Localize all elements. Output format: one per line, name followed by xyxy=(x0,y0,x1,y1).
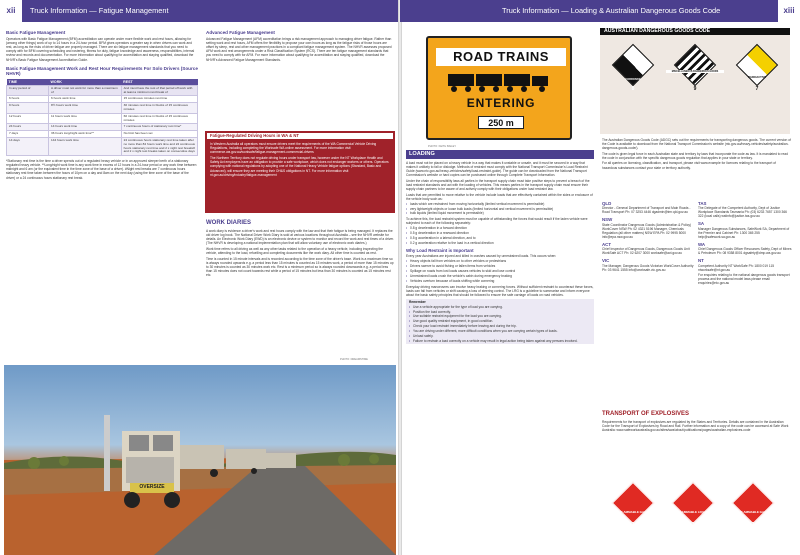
why-restraint-list xyxy=(406,259,594,283)
table-row xyxy=(7,96,198,103)
list-item: • Vehicles overturn because of loads shifting while cornering xyxy=(406,279,594,283)
bfm-col-rest: REST xyxy=(121,79,197,86)
list-item: • Failure to restrain a load correctly on a vehicle may result in legal action being taken against any persons involved. xyxy=(409,339,591,343)
why-restraint-heading: Why Load Restraint is Important xyxy=(406,247,474,253)
explosives-text: Requirements for the transport of explosives are regulated by the States and Territories. Details are contained in the Australian Code for the Transport of Explosives by Road and Rail. Further information and a copy of the code can be accessed at Safe Work Australia: www.safeworkaustralia.gov.au/sites/swa/about/publications/pages/australian-explosives-code xyxy=(602,420,789,433)
table-cell: A driver must not work for more than a maximum of xyxy=(49,85,122,96)
list-item: • Unload safely. xyxy=(409,334,591,338)
explosives-section xyxy=(602,408,792,432)
table-cell: 9 hours xyxy=(7,103,49,114)
loading-text-3: Loads that are permitted to move relative to the vehicle include loads that are effectively contained within the sides or enclosure of the vehicle body such as: xyxy=(406,192,593,201)
list-item: • 0.2 g acceleration relative to the load in a vertical direction xyxy=(406,241,594,245)
table-row xyxy=(7,138,198,156)
work-diaries-text-1: A work diary is evidence a driver's work and rest hours comply with the law and that their fatigue is being managed. It replaces the old driver log book. The National Driver Work Diary is sold at various locations throughout Australia – see the NHVR website for details. An Electronic Work Diary (EWD) is an electronic device or system to monitor and record the work and rest times of a driver. (The NHVR is developing a national implementation plan that will allow voluntary use of electronic work diaries.) xyxy=(206,229,394,246)
adgc-text-1: The Australian Dangerous Goods Code (ADGC) sets out the requirements for transporting dangerous goods. The current version of the Code is available to download from the National Transport Commission's website (ntc.gov.au/heavy-vehicles/safety/australian-dangerous-goods-code/). xyxy=(602,138,791,151)
list-item: • Unrestrained loads crush the vehicle's cabin during emergency braking xyxy=(406,274,594,278)
authority-state: WA xyxy=(698,241,706,247)
list-item: • You are driving under different, more difficult conditions when you are carrying certain types of loads. xyxy=(409,329,591,333)
authority-state: NSW xyxy=(602,217,613,223)
authority-details: Chief Inspector of Dangerous Goods, Dangerous Goods Unit WorkSafe ACT Ph: 02 6207 3000 worksafe@act.gov.au xyxy=(602,247,690,256)
table-cell: 6 hours xyxy=(7,96,49,103)
authority-details: The Delegate of the Competent Authority, Dept of Justice Workplace Standards Tasmania Ph: (03) 6233 7657 1300 366 322 (local calls) wstinfo@justice.tas.gov.au xyxy=(698,206,787,219)
road-train-sign xyxy=(426,36,572,140)
miscellaneous-label: MISCELLANEOUS DANGEROUS GOODS xyxy=(666,70,724,73)
authority-state: SA xyxy=(698,221,705,227)
sign-line-1: ROAD TRAINS xyxy=(436,48,566,66)
list-item: • bulk liquids (limited liquid movement is permissible) xyxy=(406,211,594,215)
table-cell: 8½ hours work time xyxy=(49,103,122,114)
list-item: • very lightweight objects or loose bulk loads (limited horizontal and vertical movement is permissible) xyxy=(406,207,594,211)
advanced-fatigue-text: Advanced Fatigue Management (AFM) accreditation brings a risk management approach to managing driver fatigue. Rather than setting work and rest hours, AFM offers the flexibility to propose your own hours as long as the fatigue risks of those hours are offset by sleep, rest and other management practices in a compliant fatigue management system. The NHVR assesses proposed AFM work and rest arrangements under a Risk Classification System (RCS). There are ten fatigue management standards that you need to comply with for AFM. For more information about qualifying for accreditation and staying qualified, download the NHVR's Advanced Fatigue Management Standards. xyxy=(206,37,392,62)
wa-nt-callout-text-2: The Northern Territory does not regulate driving hours under transport law, however under the NT Workplace Health and Safety Act employers have an obligation to provide a safe workplace, which does not endanger workers or others. Operators complying with national regulations by adopting one of the National Heavy Vehicle fatigue options (Standard, Basic and Advanced), will ensure they are meeting their OH&S obligations in NT. For more information visit nt.gov.au/driving/industry/fatigue-management xyxy=(210,156,389,177)
authority-details: Manager Dangerous Substances, SafeWork SA, Department of the Premier and Cabinet Ph: 1300 365 255 help@safework.sa.gov.au xyxy=(698,226,790,239)
work-diaries-text-2: Work time refers to all driving as well as any other tasks related to the operation of a heavy vehicle, including inspecting the vehicle, attending to the load, refuelling and completing documents like the work diary. All other time is counted as rest. xyxy=(206,246,383,255)
list-item: • 0.5 g acceleration in a lateral direction, and to xyxy=(406,236,594,240)
authorities-right xyxy=(698,198,792,286)
flammable-gas-label: FLAMMABLE GAS xyxy=(619,510,647,514)
bfm-table xyxy=(6,79,198,156)
adgc-text-3: For all queries on licensing, classification, and transport, please visit www.example for licences relating to the transport of hazardous substances contact your state or territory authority. xyxy=(602,161,776,170)
remember-heading: Remember xyxy=(409,299,426,304)
bfm-footnotes: *Stationary rest time is the time a driver spends out of a regulated heavy vehicle or in an approved sleeper berth of a stationary regulated heavy vehicle. **Long/night work time is any work time in excess of 12 hours in a 24-hour period or any work time between midnight and 6 am (or the equivalent time in the time zone of the base of a driver). #Night rest breaks are 7 continuous hours stationary rest time taken between the hours of 10pm on a day and 8am on the next day (using the time zone of the base of the driver) or a 24 continuous hours stationary rest break. xyxy=(6,159,197,180)
corrosive-number: 8 xyxy=(631,86,635,92)
authority-state: TAS xyxy=(698,201,707,206)
list-item: • 0.5 g deceleration in a rearward direction xyxy=(406,231,594,235)
authority-details: Director - General Department of Transport and Main Roads - Road Transport Ph: 07 3253 4446 dgadmin@tmr.qld.gov.au xyxy=(602,206,691,215)
authority-state: ACT xyxy=(602,241,612,247)
list-item: • Drivers swerve to avoid fishing or fallen items from vehicles xyxy=(406,264,594,268)
adgc-heading: AUSTRALIAN DANGEROUS GOODS CODE xyxy=(600,28,790,35)
left-header-title: Truck Information — Fatigue Management xyxy=(30,6,169,15)
flammable-gas-number: 2 xyxy=(631,522,635,528)
list-item: • Use a vehicle appropriate for the type of load you are carrying. xyxy=(409,305,591,309)
table-row xyxy=(7,131,198,138)
radioactive-number: 7 xyxy=(755,86,759,92)
advanced-fatigue-heading: Advanced Fatigue Management xyxy=(206,30,275,35)
list-item: • Position the load correctly. xyxy=(409,310,591,314)
table-cell: And must have the rest of that period off work with at least a minimum rest break of xyxy=(121,85,197,96)
loading-text-2: Under the chain of responsibility laws all parties in the transport supply chain must take positive steps to prevent a breach of the load restraint standards and act with the loading of vehicles. This means parties in the transport supply chain must ensure their supply chain partners to be aware of and actively comply with their obligations under load restraint law. xyxy=(406,178,590,192)
list-item: • Heavy objects fall from vehicles on to other vehicles or pedestrians xyxy=(406,259,594,263)
sign-credit: PHOTO: KEITH BAILEY xyxy=(428,145,457,148)
flammable-gas-diamond-2-icon xyxy=(732,482,774,524)
table-row xyxy=(7,103,198,114)
loading-bullet-list xyxy=(406,202,594,216)
explosives-heading: TRANSPORT OF EXPLOSIVES xyxy=(602,411,690,417)
authority-details: Chief Dangerous Goods Officer Resources Safety, Dept of Mines & Petroleum Ph: 08 9358 8001 dgsafety@dmp.wa.gov.au xyxy=(698,247,792,256)
list-item: • Check your load restraint immediately before leaving and during the trip. xyxy=(409,324,591,328)
authority-details: The Manager, Dangerous Goods Victorian WorkCover Authority Ph: 03 9641 1555 info@worksafe.vic.gov.au xyxy=(602,263,694,272)
table-cell: 7 continuous hours of stationary rest time* xyxy=(121,124,197,131)
bfm-col-work: WORK xyxy=(49,79,122,86)
authority-details: Competent Authority NT WorkSafe Ph: 1800 019 115 ntworksafe@nt.gov.au xyxy=(698,263,775,272)
left-column xyxy=(6,28,198,180)
road-train-photo xyxy=(4,365,396,555)
table-cell: 30 minutes rest time in blocks of 15 continuous minutes xyxy=(121,103,197,114)
list-item: • Use suitable restraint equipment for the load you are carrying. xyxy=(409,314,591,318)
bfm-subheader-row xyxy=(7,85,198,96)
why-restraint-text: Every year Australians are injured and killed in crashes caused by unrestrained loads. This occurs when: xyxy=(406,254,557,259)
flammable-liquid-diamond-icon xyxy=(672,482,714,524)
table-cell: 7 days xyxy=(7,131,49,138)
table-cell: 14 hours work time xyxy=(49,124,122,131)
table-row xyxy=(7,113,198,124)
loading-heading: LOADING xyxy=(406,150,594,159)
miscellaneous-diamond-icon xyxy=(674,44,716,86)
basic-fatigue-heading: Basic Fatigue Management xyxy=(6,30,66,35)
authority-state: NT xyxy=(698,258,704,264)
flammable-gas-number-2: 2 xyxy=(751,522,755,528)
table-cell: In any period of xyxy=(7,85,49,96)
authority-state: QLD xyxy=(602,201,612,206)
authority-state: VIC xyxy=(602,258,610,264)
wa-nt-callout-text-1: In Western Australia all operators must ensure drivers meet the requirements of the WA Commercial Vehicle Driving Regulations, including completing the Worksafe WA online assessment. For more information visit commerce.wa.gov.au/worksafe/fatigue-management-commercial-drivers xyxy=(210,142,377,155)
loading-section xyxy=(406,150,594,344)
list-item: • 0.8 g deceleration in a forward direction xyxy=(406,226,594,230)
list-item: • Use good quality restraint equipment, in good condition. xyxy=(409,319,591,323)
left-header xyxy=(0,0,400,22)
loading-text-4: To achieve this, the load restraint system must be capable of withstanding the forces that would result if the laden vehicle were subjected to each of the following separately: xyxy=(406,217,588,226)
oversize-plate: OVERSIZE xyxy=(139,484,165,490)
table-cell: 60 minutes rest time in blocks of 15 continuous minutes xyxy=(121,113,197,124)
table-cell: 24 continuous hours stationary rest time taken after no more than 84 hours work time and 24 continuous hours stationary rest time and 2 x night rest breaks# and 2 x night rest breaks taken on consecutive days xyxy=(121,138,197,156)
advanced-fatigue-section xyxy=(206,28,394,62)
table-cell: 144 hours work time xyxy=(49,138,122,156)
authority-details: State Coordinator Dangerous Goods (Administration & Policy) WorkCover NSW Ph: 02 4321 5196 Manager, Chemicals Regulation (all other matters) NSW EPA Ph: 02 9995 5000 info@epa.nsw.gov.au xyxy=(602,222,692,239)
photo-credit: PHOTO: DREAMSTIME xyxy=(340,358,368,361)
list-item: • loads which are restrained from moving horizontally (limited vertical movement is permissible) xyxy=(406,202,594,206)
remember-box xyxy=(406,299,594,344)
table-cell: 24 hours xyxy=(7,124,49,131)
work-diaries-section xyxy=(206,217,394,277)
table-cell: 14 days xyxy=(7,138,49,156)
adgc-box xyxy=(600,28,790,134)
loading-text-1: A load must not be placed on a heavy vehicle in a way that makes it unstable or unsafe, and it must be secured in a way that makes it unlikely to fall or dislodge. Methods of restraint must comply with the National Transport Commission's Load Restraint Guide (www.ntc.gov.au/heavy-vehicles/safety/load-restraint-guide). The guide can be downloaded from the National Transport Commission's website or hard copies can be purchased online through Complete Transport Information. xyxy=(406,161,588,178)
flammable-liquid-label: FLAMMABLE LIQUID xyxy=(678,510,708,514)
sign-distance: 250 m xyxy=(478,116,524,129)
authorities-left xyxy=(602,198,694,272)
table-row xyxy=(7,124,198,131)
right-header-title: Truck Information — Loading & Australian Dangerous Goods Code xyxy=(502,6,721,15)
road-train-illustration xyxy=(4,365,396,555)
table-cell: 6 hours work time xyxy=(49,96,122,103)
radioactive-diamond-icon xyxy=(736,44,778,86)
right-header xyxy=(400,0,800,22)
remember-list xyxy=(409,305,591,343)
work-diaries-heading: WORK DIARIES xyxy=(206,220,251,226)
wa-nt-callout xyxy=(205,131,395,213)
table-cell: 12 hours xyxy=(7,113,49,124)
table-cell: 11 hours work time xyxy=(49,113,122,124)
table-cell: No limit has been set xyxy=(121,131,197,138)
flammable-gas-label-2: FLAMMABLE GAS xyxy=(739,510,767,514)
flammable-liquid-number: 3 xyxy=(691,522,695,528)
basic-fatigue-text: Operators with Basic Fatigue Management (BFM) accreditation can operate under more flexible work and rest hours, allowing for (among other things) work of up to 14 hours in a 24-hour period. BFM gives operators a greater say in when drivers can work and rest, as long as the risks of driver fatigue are properly managed. There are six fatigue management standards that you need to comply with for BFM covering scheduling and rostering, fitness for duty, fatigue knowledge and awareness, responsibilities, internal review and records and documentation. For more information about qualifying for accreditation and staying qualified, download the NHVR's Basic Fatigue Management Accreditation Guide. xyxy=(6,37,195,62)
radioactive-label: RADIOACTIVE xyxy=(748,76,766,79)
sign-line-2: ENTERING xyxy=(466,96,536,110)
work-diaries-text-3: Time is counted in 15 minute intervals and is recorded according to the time zone of the driver's base. Work is a maximum time so is always rounded upwards e.g. a period less than 15 minutes is counted as 15 minutes work, a period of more than 15 minutes up to 30 minutes is counted as 30 minutes work etc. Rest is a minimum period so is always rounded downwards e.g. a period less than 15 minutes does not count towards rest while a period of 15 minutes but less than 30 minutes is counted as 15 minutes rest etc. xyxy=(206,256,394,277)
why-restraint-text-2: Everyday driving manoeuvres can involve heavy braking or cornering forces. Without sufficient restraint to counteract these forces, loads can fall from vehicles or shift causing a loss of steering control. The LRG is a guideline to summarise and inform everyone about the basic safety principles that should be followed to ensure the safe carriage of loads on road vehicles. xyxy=(406,284,594,297)
corrosive-label: CORROSIVE xyxy=(625,78,641,81)
miscellaneous-number: 9 xyxy=(693,86,697,92)
table-cell: 15 continuous minutes rest time xyxy=(121,96,197,103)
flammable-gas-diamond-icon xyxy=(612,482,654,524)
adgc-section xyxy=(602,138,792,170)
list-item: • Spillage on roads from lost loads causes vehicles to skid and lose control xyxy=(406,269,594,273)
right-page-number: xiii xyxy=(778,0,800,22)
bfm-col-time: TIME xyxy=(7,79,49,86)
adgc-text-2: The code is given legal force in each Australian state and territory by laws that incorporate the code as law. It is mandated to read the code in conjunction with the specific dangerous goods regulation that applies in your state or territory. xyxy=(602,151,788,160)
bfm-table-heading: Basic Fatigue Management Work and Rest Hour Requirements For Solo Drivers (Source NHVR) xyxy=(6,65,198,77)
forces-list xyxy=(406,226,594,245)
road-train-pictogram xyxy=(428,66,570,96)
wa-nt-callout-title: Fatigue-Regulated Driving Hours in WA & NT xyxy=(207,133,393,139)
left-page-number: xii xyxy=(0,0,22,22)
right-page xyxy=(400,0,800,555)
authorities-note: For enquiries relating to the national dangerous goods transport process and the national model laws please email enquiries@ntc.gov.au xyxy=(698,273,790,286)
table-cell: 36 hours long/night work time** xyxy=(49,131,122,138)
